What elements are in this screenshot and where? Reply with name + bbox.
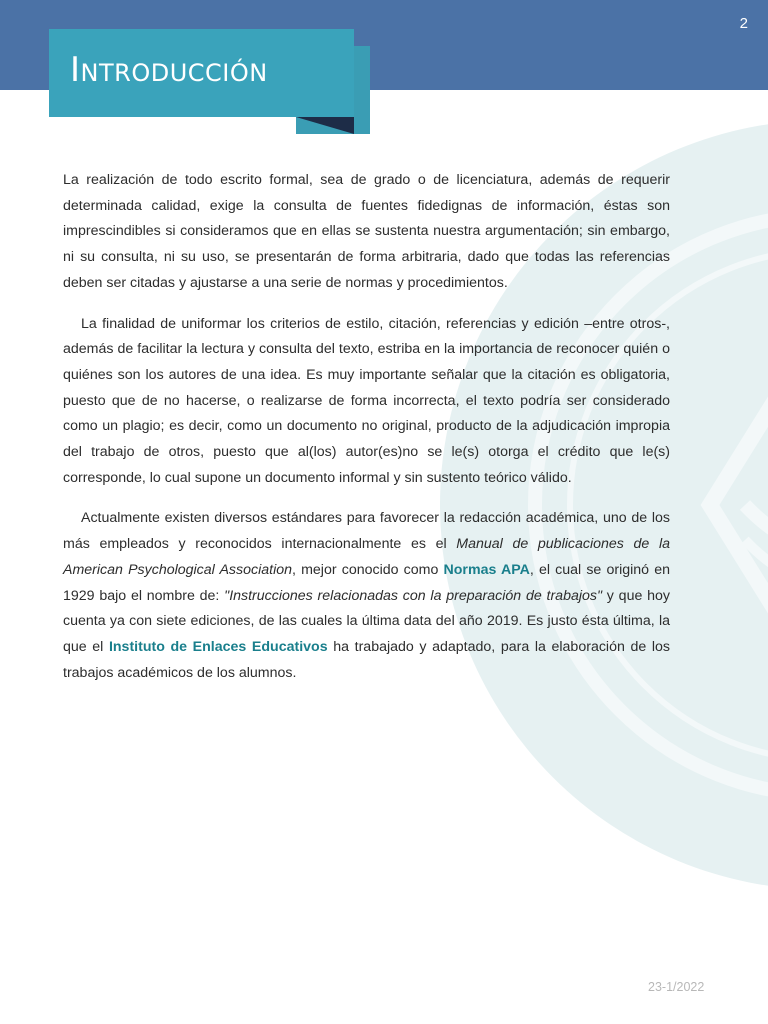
manual-title: Manual de publicaciones de la American Psychological Association xyxy=(63,536,670,578)
normas-apa-label: Normas APA xyxy=(443,561,530,578)
paragraph-1: La realización de todo escrito formal, sea de grado o de licenciatura, además de requerir determinada calidad, exige la consulta de fuentes fidedignas de información, éstas son imprescindibles si consideramos que en ellas se sustenta nuestra argumentación; sin embargo, ni su consulta, ni su uso, se presentarán de forma arbitraria, dado que todas las referencias deben ser citadas y ajustarse a una serie de normas y procedimientos. xyxy=(63,172,670,291)
page-number: 2 xyxy=(739,15,748,32)
paragraph-3 xyxy=(63,506,670,686)
paragraph-3-text: , mejor conocido como xyxy=(292,561,444,578)
institute-name: Instituto de Enlaces Educativos xyxy=(108,638,328,655)
body-text xyxy=(63,168,670,701)
paragraph-3-text: y que hoy cuenta ya con siete ediciones, de las cuales la última data del año 2019. Es justo ésta última, la que el xyxy=(63,587,671,655)
paragraph-2: La finalidad de uniformar los criterios de estilo, citación, referencias y edición –entre otros-, además de facilitar la lectura y consulta del texto, estriba en la importancia de reconocer quién o quiénes son los autores de una idea. Es muy importante señalar que la citación es obligatoria, puesto que de no hacerse, o realizarse de forma incorrecta, el texto podría ser considerado como un plagio; es decir, como un documento no original, producto de la adjudicación impropia del trabajo de otros, puesto que al(los) autor(es)no se le(s) otorga el crédito que le(s) corresponde, lo cual supone un documento informal y sin sustento teórico válido. xyxy=(63,315,670,486)
paragraph-3-text: Actualmente existen diversos estándares para favorecer la redacción académica, uno de los más empleados y reconocidos internacionalmente es el xyxy=(63,510,670,553)
original-name: "Instrucciones relacionadas con la preparación de trabajos" xyxy=(224,587,603,604)
page-title: Introducción xyxy=(70,50,268,90)
footer-date: 23-1/2022 xyxy=(648,980,705,994)
paragraph-3-text: , el cual se originó en 1929 bajo el nombre de: xyxy=(63,561,670,604)
paragraph-3-text: ha trabajado y adaptado, para la elaboración de los trabajos académicos de los alumnos. xyxy=(63,638,670,681)
title-banner-fold xyxy=(296,117,354,134)
